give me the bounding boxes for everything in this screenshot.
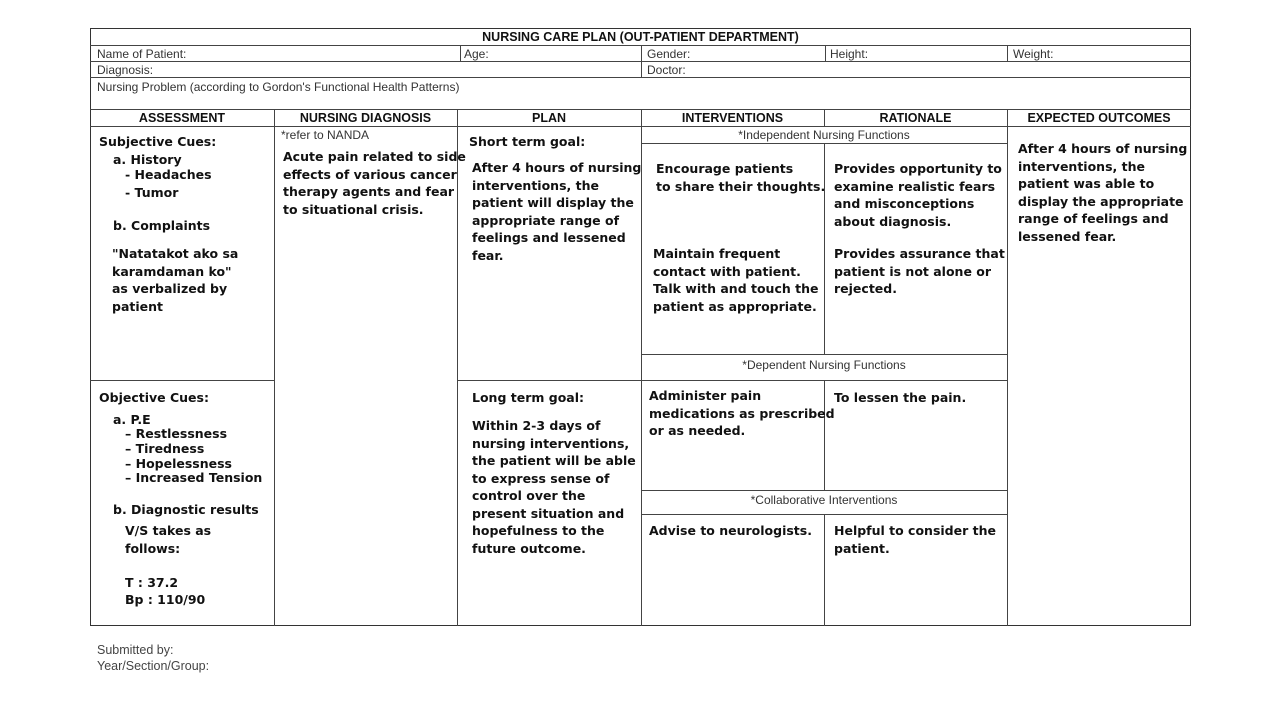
collaborative-interventions-label: *Collaborative Interventions xyxy=(750,493,898,507)
short-term-line: feelings and lessened xyxy=(472,230,626,245)
diagnosis-line: Acute pain related to side xyxy=(283,149,466,164)
rule-col-4-collab xyxy=(824,514,825,626)
long-term-line: the patient will be able xyxy=(472,453,636,468)
long-term-line: Within 2-3 days of xyxy=(472,418,601,433)
diagnosis-line: effects of various cancer xyxy=(283,166,457,182)
nursing-diagnosis-text xyxy=(283,148,466,218)
weight-label: Weight: xyxy=(1013,47,1054,61)
short-term-line: patient will display the xyxy=(472,195,634,210)
rationale-line: and misconceptions xyxy=(834,196,975,211)
long-term-line: control over the xyxy=(472,488,586,503)
history-item: - Headaches xyxy=(125,167,212,182)
rule-col-1 xyxy=(274,109,275,626)
intervention-line: to share their thoughts. xyxy=(656,178,826,194)
rationale-line: examine realistic fears xyxy=(834,178,996,194)
intervention-maintain-contact xyxy=(653,245,818,315)
rule-dependent-band-top xyxy=(641,354,1007,355)
history-label: a. History xyxy=(113,152,182,167)
outcome-line: After 4 hours of nursing xyxy=(1018,141,1188,156)
rationale-line: Helpful to consider the xyxy=(834,523,996,538)
rule-collab-band-top xyxy=(641,490,1007,491)
long-term-goal-text xyxy=(472,417,636,557)
quote-line: karamdaman ko" xyxy=(112,263,232,279)
quote-line: as verbalized by xyxy=(112,281,228,296)
rationale-line: Provides opportunity to xyxy=(834,161,1002,176)
history-list xyxy=(125,166,212,201)
intervention-advise-neurologists: Advise to neurologists. xyxy=(649,523,812,538)
long-term-line: nursing interventions, xyxy=(472,435,630,451)
column-header-assessment: ASSESSMENT xyxy=(138,111,226,125)
rule-assessment-split xyxy=(90,380,274,381)
year-section-group-label: Year/Section/Group: xyxy=(97,659,210,673)
vs-line: V/S takes as xyxy=(125,523,212,538)
intervention-administer-meds xyxy=(649,387,835,440)
short-term-line: After 4 hours of nursing xyxy=(472,160,642,175)
intervention-line: Talk with and touch the xyxy=(653,281,819,296)
nanda-note: *refer to NANDA xyxy=(281,128,370,142)
form-title: NURSING CARE PLAN (OUT-PATIENT DEPARTMENT) xyxy=(482,30,799,44)
temperature-value: T : 37.2 xyxy=(125,575,179,590)
intervention-line: medications as prescribed xyxy=(649,405,835,421)
rationale-line: rejected. xyxy=(834,281,897,296)
long-term-goal-heading: Long term goal: xyxy=(472,390,584,405)
intervention-line: or as needed. xyxy=(649,423,746,438)
rationale-assurance xyxy=(834,245,1005,298)
pe-item: – Hopelessness xyxy=(125,455,232,471)
rule-age-gender xyxy=(641,45,642,77)
column-header-plan: PLAN xyxy=(531,111,567,125)
short-term-line: interventions, the xyxy=(472,177,599,193)
long-term-line: hopefulness to the xyxy=(472,523,605,538)
height-label: Height: xyxy=(830,47,869,61)
outcome-line: display the appropriate xyxy=(1018,193,1184,209)
long-term-line: to express sense of xyxy=(472,470,610,486)
rule-height-weight xyxy=(1007,45,1008,61)
expected-outcome-text xyxy=(1018,140,1187,245)
column-header-expected-outcomes: EXPECTED OUTCOMES xyxy=(1027,111,1171,125)
intervention-line: patient as appropriate. xyxy=(653,298,817,314)
short-term-line: appropriate range of xyxy=(472,212,620,228)
intervention-line: contact with patient. xyxy=(653,263,801,279)
long-term-line: present situation and xyxy=(472,505,625,521)
diagnostic-results-label: b. Diagnostic results xyxy=(113,502,259,517)
pe-label: a. P.E xyxy=(113,412,151,427)
independent-functions-label: *Independent Nursing Functions xyxy=(738,128,910,142)
intervention-encourage xyxy=(656,160,825,195)
name-of-patient-label: Name of Patient: xyxy=(97,47,187,61)
submitted-by-label: Submitted by: xyxy=(97,643,174,657)
outcome-line: range of feelings and xyxy=(1018,211,1169,226)
dependent-functions-label: *Dependent Nursing Functions xyxy=(742,358,906,372)
column-header-interventions: INTERVENTIONS xyxy=(681,111,784,125)
rule-plan-split xyxy=(457,380,641,381)
objective-cues-heading: Objective Cues: xyxy=(99,390,209,405)
rationale-consider-patient xyxy=(834,522,996,557)
rationale-lessen-pain: To lessen the pain. xyxy=(834,390,967,405)
blood-pressure-value: Bp : 110/90 xyxy=(125,592,206,607)
short-term-goal-heading: Short term goal: xyxy=(469,134,586,149)
intervention-line: Encourage patients xyxy=(656,161,794,176)
outcome-line: interventions, the xyxy=(1018,158,1145,174)
rationale-line: about diagnosis. xyxy=(834,213,952,229)
short-term-line: fear. xyxy=(472,247,504,263)
pe-list xyxy=(125,427,262,486)
rule-name-age xyxy=(460,45,461,61)
rationale-line: patient is not alone or xyxy=(834,263,992,279)
long-term-line: future outcome. xyxy=(472,540,586,556)
pe-item: – Tiredness xyxy=(125,440,205,456)
pe-item: – Restlessness xyxy=(125,426,228,441)
subjective-cues-heading: Subjective Cues: xyxy=(99,134,217,149)
diagnosis-line: to situational crisis. xyxy=(283,201,424,217)
intervention-line: Maintain frequent xyxy=(653,246,781,261)
diagnosis-line: therapy agents and fear xyxy=(283,184,455,199)
gender-label: Gender: xyxy=(647,47,691,61)
quote-line: "Natatakot ako sa xyxy=(112,246,239,261)
vital-signs-intro xyxy=(125,522,211,557)
complaint-quote xyxy=(112,245,238,315)
quote-line: patient xyxy=(112,298,163,314)
doctor-label: Doctor: xyxy=(647,63,686,77)
rationale-examine-fears xyxy=(834,160,1002,230)
rule-diagnosis-row xyxy=(90,77,1191,78)
column-header-nursing-diagnosis: NURSING DIAGNOSIS xyxy=(299,111,432,125)
rule-gender-height xyxy=(825,45,826,61)
history-item: - Tumor xyxy=(125,184,179,200)
age-label: Age: xyxy=(464,47,489,61)
outcome-line: lessened fear. xyxy=(1018,228,1117,244)
vs-line: follows: xyxy=(125,540,181,556)
column-header-rationale: RATIONALE xyxy=(879,111,952,125)
rationale-line: patient. xyxy=(834,540,890,556)
complaints-label: b. Complaints xyxy=(113,218,211,233)
short-term-goal-text xyxy=(472,159,641,264)
intervention-line: Administer pain xyxy=(649,388,762,403)
diagnosis-label: Diagnosis: xyxy=(97,63,154,77)
nursing-problem-label: Nursing Problem (according to Gordon's Functional Health Patterns) xyxy=(97,80,460,94)
rule-col-5 xyxy=(1007,109,1008,626)
rationale-line: Provides assurance that xyxy=(834,246,1005,261)
pe-item: – Increased Tension xyxy=(125,470,263,486)
outcome-line: patient was able to xyxy=(1018,176,1155,191)
